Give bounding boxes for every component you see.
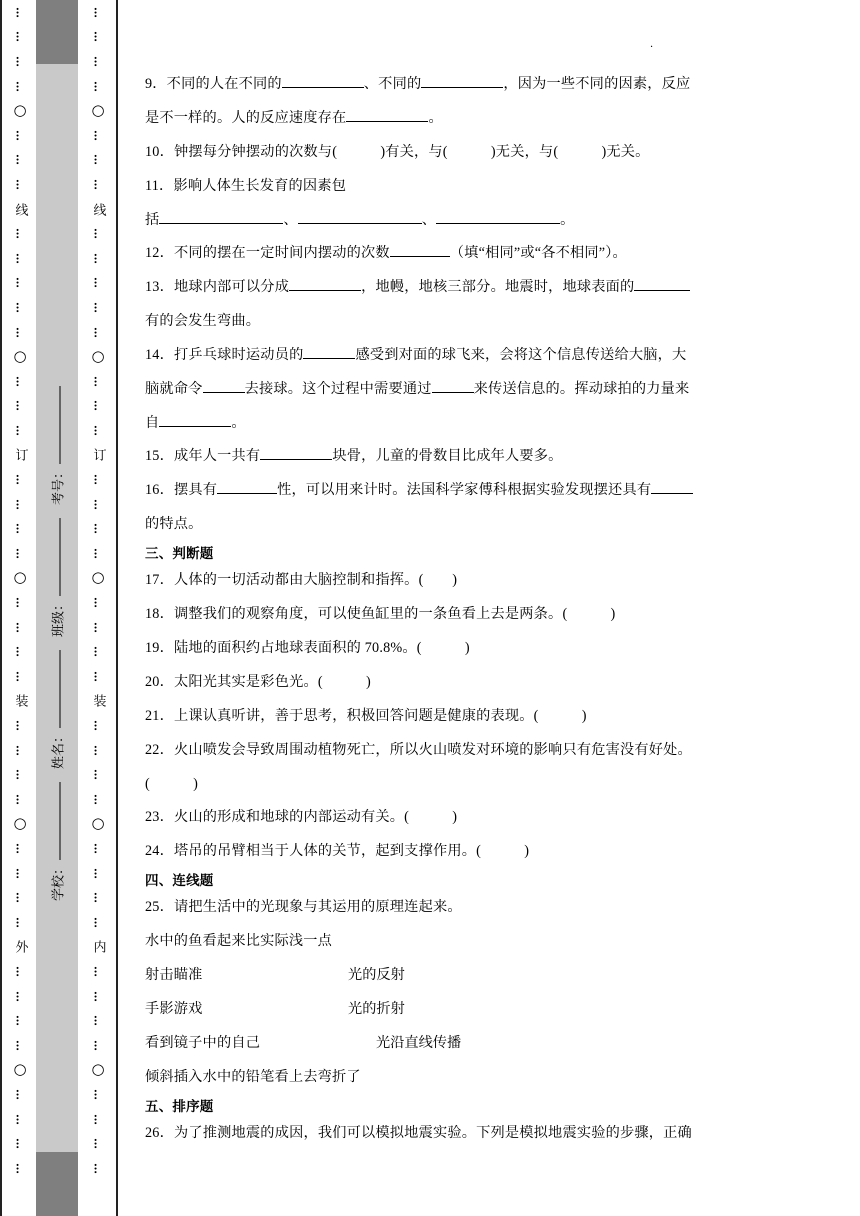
binding-dots: … [91,400,105,412]
q15-text-b: 块骨，儿童的骨数目比成年人要多。 [332,448,563,465]
binding-cell [8,0,32,25]
q16-blank-1[interactable] [217,479,277,494]
binding-cell [86,394,110,419]
q13-blank-2[interactable] [634,276,690,291]
section-3-heading: 三、判断题 [145,546,214,562]
binding-dots: … [91,621,105,633]
q16-text-b: 性，可以用来计时。法国科学家傅科根据实验发现摆还具有 [277,482,652,499]
q14-blank-1[interactable] [303,344,355,359]
q9-text-b: 、不同的 [363,76,422,93]
binding-dots: … [13,1138,27,1150]
binding-dots: … [91,129,105,141]
binding-cell [8,959,32,984]
binding-dots: … [13,892,27,904]
binding-cell [86,1131,110,1156]
binding-dots: … [91,744,105,756]
class-label: 班级： [50,597,66,638]
binding-cell [86,713,110,738]
question-26: 26．为了推测地震的成因，我们可以模拟地震实验。下列是模拟地震实验的步骤，正确 [145,1125,692,1141]
binding-cell [8,271,32,296]
binding-margin [0,0,118,1216]
q14-blank-4[interactable] [159,412,231,427]
binding-cell [8,836,32,861]
binding-cell [86,443,110,468]
binding-cell [8,566,32,591]
q9-text-a: 9．不同的人在不同的 [145,76,282,93]
binding-cell [86,1058,110,1083]
q12-text-b: （填“相同”或“各不相同”）。 [449,245,627,262]
school-blank [59,782,60,860]
binding-dots: … [91,1162,105,1174]
question-11-line-2 [145,209,575,229]
school-label: 学校： [50,861,66,902]
binding-cell [8,197,32,222]
q16-text-a: 16．摆具有 [145,482,218,499]
binding-cell [8,590,32,615]
binding-cell [86,959,110,984]
binding-cell [8,467,32,492]
binding-cell [86,1033,110,1058]
inner-dotted-column [86,0,110,1216]
binding-dots: … [91,965,105,977]
q14-text-d: 去接球。这个过程中需要通过 [244,381,432,398]
binding-dots: … [13,769,27,781]
binding-cell [8,344,32,369]
binding-dots: … [13,1039,27,1051]
binding-cell [86,172,110,197]
q13-text-b: ，地幔，地核三部分。地震时，地球表面的 [361,279,635,296]
q12-blank[interactable] [390,242,450,257]
binding-cell [86,25,110,50]
binding-dots: … [13,670,27,682]
q11-blank-1[interactable] [159,209,283,224]
binding-cell [86,762,110,787]
binding-char: 线 [12,202,28,216]
binding-dots: … [13,597,27,609]
binding-cell [86,98,110,123]
binding-dots: … [91,1113,105,1125]
binding-dots: … [13,228,27,240]
student-info [36,0,78,1216]
binding-char: 外 [12,940,28,954]
binding-dots: … [13,474,27,486]
q12-text-a: 12．不同的摆在一定时间内摆动的次数 [145,245,390,262]
binding-dots: … [13,178,27,190]
question-21: 21．上课认真听讲，善于思考，积极回答问题是健康的表现。( ) [145,708,587,724]
binding-dots: … [91,424,105,436]
binding-dots: … [13,1113,27,1125]
question-14-line-1 [145,344,686,364]
q9-text-e: 。 [428,110,443,127]
binding-cell [86,344,110,369]
binding-dots: … [91,375,105,387]
exam-number-label: 考号： [50,465,66,506]
q14-text-b: 感受到对面的球飞来，会将这个信息传送给大脑，大 [355,347,687,364]
binding-dots: … [91,793,105,805]
binding-circle: ○ [13,568,27,587]
binding-char: 内 [90,940,106,954]
binding-char: 订 [12,448,28,462]
binding-dots: … [13,547,27,559]
binding-cell [8,1033,32,1058]
q9-text-c: ，因为一些不同的因素，反应 [503,76,691,93]
binding-cell [8,74,32,99]
binding-dots: … [13,375,27,387]
q11-text-b: 括 [145,212,160,229]
match-left-1[interactable]: 水中的鱼看起来比实际浅一点 [145,933,333,949]
match-left-3[interactable]: 手影游戏 [145,1001,203,1017]
binding-cell [8,98,32,123]
binding-cell [8,689,32,714]
q14-text-e: 来传送信息的。挥动球拍的力量来 [473,381,690,398]
binding-cell [86,664,110,689]
question-22-bracket: ( ) [145,776,199,792]
question-13-line-1 [145,276,690,296]
binding-cell [8,664,32,689]
binding-dots: … [13,842,27,854]
binding-cell [8,418,32,443]
binding-cell [8,885,32,910]
q14-blank-3[interactable] [432,378,474,393]
binding-dots: … [91,498,105,510]
question-19: 19．陆地的面积约占地球表面积的 70.8%。( ) [145,640,470,656]
binding-cell [86,1107,110,1132]
question-9-line-2 [145,107,443,127]
outer-dotted-column [8,0,32,1216]
binding-cell [8,861,32,886]
binding-cell [86,615,110,640]
binding-cell [8,369,32,394]
question-16-line-1 [145,479,693,499]
binding-dots: … [13,867,27,879]
binding-char: 装 [90,694,106,708]
question-16-line-2: 的特点。 [145,516,203,532]
binding-dots: … [13,424,27,436]
class-field[interactable] [48,518,67,637]
class-blank [59,518,60,596]
question-14-line-3 [145,412,246,432]
binding-circle: ○ [91,101,105,120]
match-right-3[interactable]: 光沿直线传播 [376,1035,462,1051]
q9-blank-1[interactable] [282,73,364,88]
binding-dots: … [13,6,27,18]
binding-cell [86,369,110,394]
question-17: 17．人体的一切活动都由大脑控制和指挥。( ) [145,572,458,588]
binding-cell [86,935,110,960]
binding-dots: … [91,1138,105,1150]
binding-cell [8,394,32,419]
binding-cell [8,246,32,271]
question-22: 22．火山喷发会导致周围动植物死亡，所以火山喷发对环境的影响只有危害没有好处。 [145,742,692,758]
binding-cell [86,1156,110,1181]
binding-cell [8,516,32,541]
question-10: 10．钟摆每分钟摆动的次数与( )有关，与( )无关，与( )无关。 [145,144,650,160]
binding-cell [86,123,110,148]
binding-dots: … [13,1162,27,1174]
binding-cell [8,812,32,837]
binding-cell [86,590,110,615]
q15-text-a: 15．成年人一共有 [145,448,261,465]
binding-dots: … [13,1088,27,1100]
binding-dots: … [91,31,105,43]
binding-dots: … [13,129,27,141]
q9-text-d: 是不一样的。人的反应速度存在 [145,110,347,127]
top-dot-mark: · [650,42,654,53]
binding-cell [8,738,32,763]
binding-cell [86,0,110,25]
binding-dots: … [91,842,105,854]
question-11-line-1: 11．影响人体生长发育的因素包 [145,178,347,194]
binding-cell [86,295,110,320]
binding-circle: ○ [91,568,105,587]
binding-char: 线 [90,202,106,216]
binding-cell [86,885,110,910]
binding-cell [8,541,32,566]
binding-dots: … [91,1015,105,1027]
binding-dots: … [13,1015,27,1027]
binding-dots: … [91,1039,105,1051]
binding-dots: … [91,178,105,190]
binding-dots: … [13,400,27,412]
name-blank [59,650,60,728]
binding-dots: … [91,916,105,928]
binding-cell [86,689,110,714]
binding-cell [86,836,110,861]
q11-text-e: 。 [560,212,575,229]
binding-dots: … [91,720,105,732]
binding-circle: ○ [91,814,105,833]
binding-dots: … [13,498,27,510]
binding-cell [86,566,110,591]
binding-cell [86,984,110,1009]
binding-dots: … [91,326,105,338]
binding-dots: … [91,1088,105,1100]
binding-cell [8,935,32,960]
name-field[interactable] [48,650,67,769]
binding-cell [86,1082,110,1107]
q13-blank-1[interactable] [289,276,361,291]
binding-dots: … [91,55,105,67]
binding-dots: … [13,31,27,43]
exam-number-field[interactable] [48,386,67,505]
binding-dots: … [91,277,105,289]
binding-dots: … [91,547,105,559]
question-14-line-2 [145,378,689,398]
binding-cell [8,25,32,50]
section-5-heading: 五、排序题 [145,1099,214,1115]
question-9-line-1 [145,73,690,93]
binding-cell [8,123,32,148]
binding-cell [8,1058,32,1083]
binding-cell [8,639,32,664]
binding-cell [86,246,110,271]
binding-dots: … [13,646,27,658]
binding-dots: … [91,80,105,92]
question-18: 18．调整我们的观察角度，可以使鱼缸里的一条鱼看上去是两条。( ) [145,606,616,622]
q13-text-a: 13．地球内部可以分成 [145,279,290,296]
binding-cell [86,516,110,541]
binding-cell [86,639,110,664]
binding-cell [8,148,32,173]
binding-cell [86,541,110,566]
binding-dots: … [13,326,27,338]
binding-cell [8,787,32,812]
q14-text-c: 脑就命令 [145,381,203,398]
binding-dots: … [91,523,105,535]
q11-blank-2[interactable] [298,209,422,224]
binding-cell [86,492,110,517]
exam-number-blank [59,386,60,464]
binding-cell [8,713,32,738]
q16-blank-2[interactable] [651,479,693,494]
match-right-1[interactable]: 光的反射 [348,967,405,983]
binding-dots: … [13,154,27,166]
binding-dots: … [91,867,105,879]
binding-dots: … [13,301,27,313]
binding-dots: … [91,769,105,781]
binding-dots: … [13,720,27,732]
binding-cell [8,49,32,74]
binding-dots: … [13,523,27,535]
binding-cell [8,320,32,345]
binding-cell [86,271,110,296]
binding-dots: … [13,793,27,805]
binding-dots: … [13,252,27,264]
binding-circle: ○ [13,1060,27,1079]
binding-char: 装 [12,694,28,708]
section-4-heading: 四、连线题 [145,873,214,889]
binding-cell [86,74,110,99]
q15-blank[interactable] [260,445,332,460]
binding-cell [86,197,110,222]
binding-cell [86,812,110,837]
binding-dots: … [91,301,105,313]
match-left-4[interactable]: 看到镜子中的自己 [145,1035,261,1051]
binding-circle: ○ [91,1060,105,1079]
q11-blank-3[interactable] [436,209,560,224]
binding-dots: … [13,277,27,289]
binding-cell [8,492,32,517]
binding-dots: … [13,990,27,1002]
binding-cell [86,49,110,74]
binding-cell [8,762,32,787]
q14-blank-2[interactable] [203,378,245,393]
binding-cell [8,1082,32,1107]
question-23: 23．火山的形成和地球的内部运动有关。( ) [145,809,458,825]
binding-cell [86,787,110,812]
binding-cell [8,910,32,935]
binding-cell [86,148,110,173]
binding-cell [86,861,110,886]
binding-dots: … [91,474,105,486]
binding-cell [86,221,110,246]
binding-dots: … [13,916,27,928]
binding-cell [8,615,32,640]
binding-cell [8,172,32,197]
binding-dots: … [13,965,27,977]
binding-dots: … [13,621,27,633]
match-left-5[interactable]: 倾斜插入水中的铅笔看上去弯折了 [145,1069,361,1085]
binding-dots: … [91,6,105,18]
binding-cell [8,295,32,320]
binding-cell [8,221,32,246]
binding-cell [86,1008,110,1033]
school-field[interactable] [48,782,67,901]
q11-text-c: 、 [283,212,298,229]
binding-dots: … [91,154,105,166]
question-12 [145,242,627,262]
q14-text-g: 。 [231,415,246,432]
name-label: 姓名： [50,729,66,770]
binding-cell [8,1156,32,1181]
binding-circle: ○ [13,101,27,120]
binding-dots: … [13,55,27,67]
binding-dots: … [91,646,105,658]
binding-dots: … [13,744,27,756]
question-13-line-2: 有的会发生弯曲。 [145,313,261,329]
question-25: 25．请把生活中的光现象与其运用的原理连起来。 [145,899,462,915]
binding-circle: ○ [13,814,27,833]
q9-blank-3[interactable] [346,107,428,122]
binding-dots: … [91,597,105,609]
margin-border-inner [116,0,118,1216]
binding-cell [86,738,110,763]
binding-cell [8,984,32,1009]
binding-dots: … [13,80,27,92]
binding-dots: … [91,252,105,264]
match-right-2[interactable]: 光的折射 [348,1001,405,1017]
binding-circle: ○ [13,347,27,366]
question-24: 24．塔吊的吊臂相当于人体的关节，起到支撑作用。( ) [145,843,530,859]
binding-cell [8,1131,32,1156]
binding-cell [86,467,110,492]
binding-char: 订 [90,448,106,462]
binding-cell [8,443,32,468]
q14-text-a: 14．打乒乓球时运动员的 [145,347,304,364]
binding-dots: … [91,670,105,682]
margin-border-outer [0,0,2,1216]
question-20: 20．太阳光其实是彩色光。( ) [145,674,371,690]
match-left-2[interactable]: 射击瞄准 [145,967,203,983]
binding-dots: … [91,228,105,240]
question-15 [145,445,563,465]
q14-text-f: 自 [145,415,160,432]
q11-text-d: 、 [421,212,437,229]
binding-cell [8,1008,32,1033]
binding-dots: … [91,892,105,904]
binding-cell [86,418,110,443]
binding-cell [86,910,110,935]
binding-circle: ○ [91,347,105,366]
binding-cell [86,320,110,345]
binding-cell [8,1107,32,1132]
q9-blank-2[interactable] [421,73,503,88]
binding-dots: … [91,990,105,1002]
